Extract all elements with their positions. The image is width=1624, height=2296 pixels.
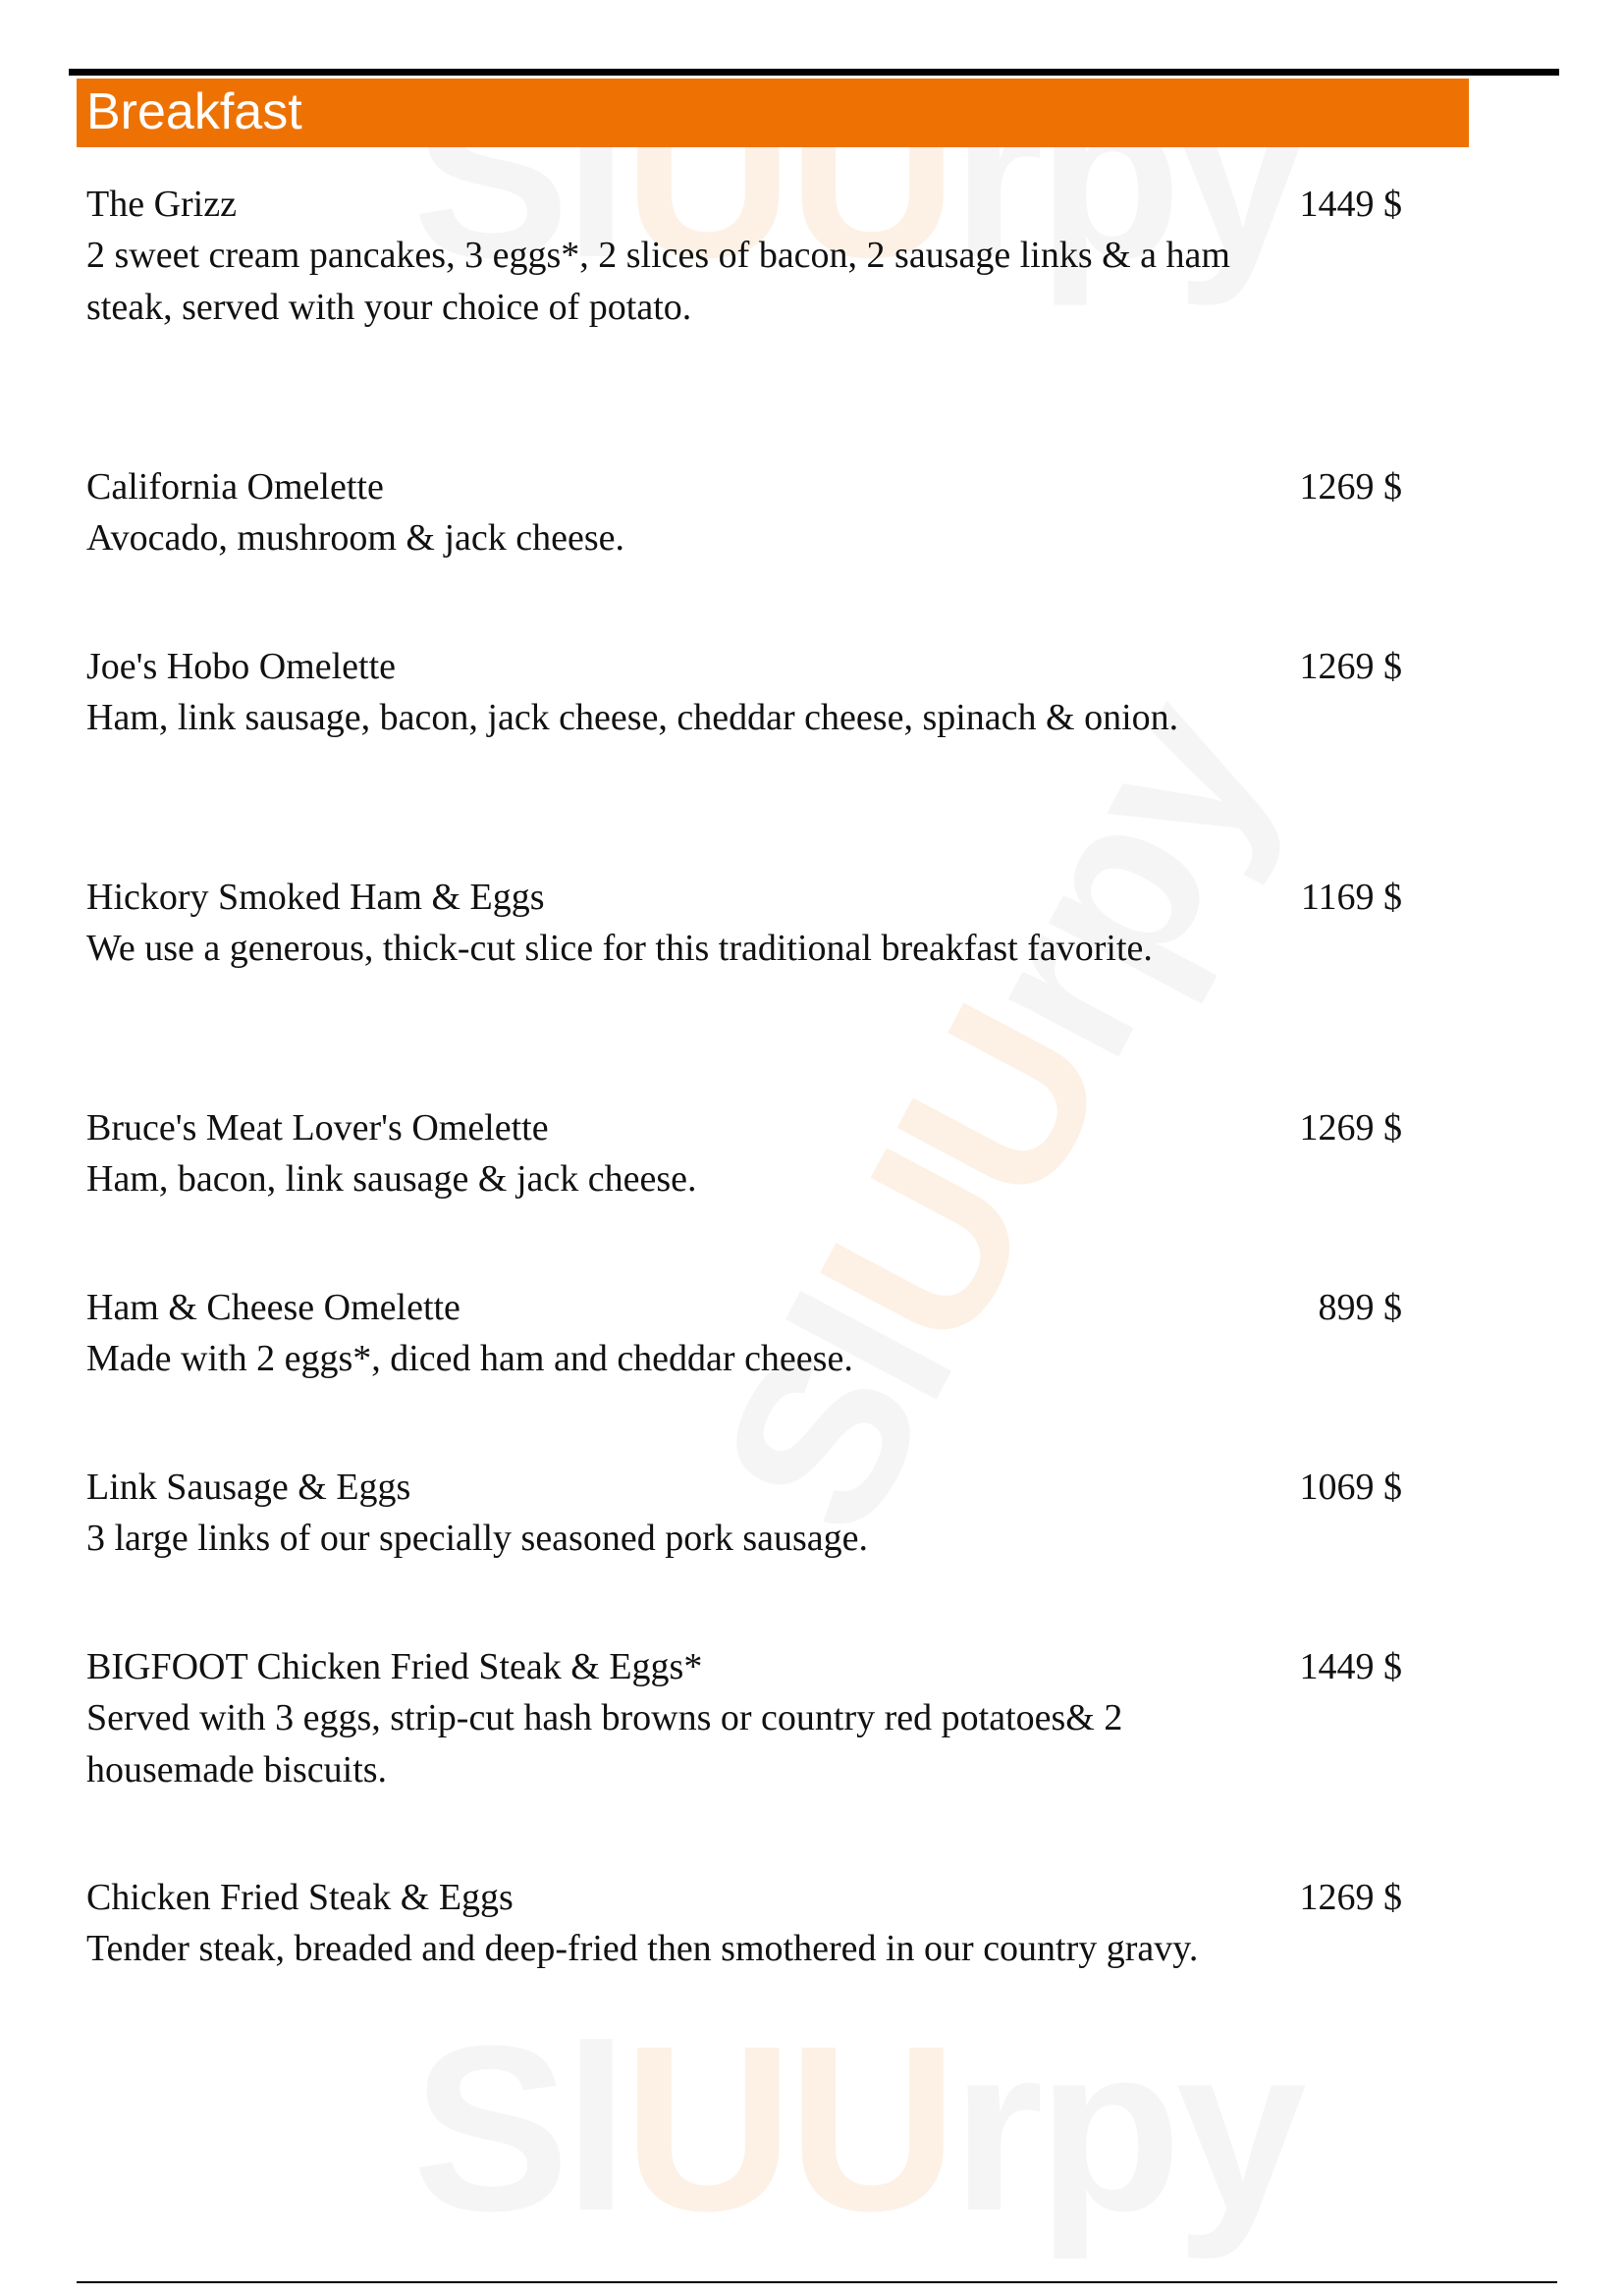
- section-title: Breakfast: [86, 83, 302, 140]
- menu-item: [86, 1282, 1402, 1385]
- item-description: We use a generous, thick-cut slice for this traditional breakfast favorite.: [86, 928, 1153, 969]
- watermark-text-u: UU: [623, 43, 952, 306]
- top-rule: [69, 69, 1559, 76]
- menu-item: [86, 1102, 1402, 1205]
- item-price: 899 $: [1318, 1287, 1402, 1328]
- item-name: Link Sausage & Eggs: [86, 1467, 411, 1508]
- section-header: [77, 79, 1469, 147]
- menu-item: [86, 1641, 1402, 1796]
- watermark-text-u: UU: [623, 1997, 952, 2260]
- watermark-text-b: rpy: [922, 663, 1320, 1095]
- watermark-text-a: Sl: [412, 1997, 623, 2260]
- item-name: Joe's Hobo Omelette: [86, 646, 397, 687]
- watermark-text-b: rpy: [951, 43, 1301, 306]
- item-price: 1449 $: [1299, 1646, 1402, 1687]
- item-description: Avocado, mushroom & jack cheese.: [86, 517, 625, 559]
- watermark-text-a: Sl: [669, 1260, 1001, 1572]
- watermark-text-a: Sl: [412, 43, 623, 306]
- bottom-rule: [77, 2281, 1557, 2283]
- item-name: Bruce's Meat Lover's Omelette: [86, 1107, 549, 1148]
- item-price: 1169 $: [1300, 877, 1402, 918]
- menu-item: [86, 461, 1402, 564]
- item-price: 1269 $: [1299, 646, 1402, 687]
- item-price: 1069 $: [1299, 1467, 1402, 1508]
- item-price: 1269 $: [1299, 1877, 1402, 1918]
- item-price: 1449 $: [1299, 184, 1402, 225]
- item-description: Ham, link sausage, bacon, jack cheese, cheddar cheese, spinach & onion.: [86, 697, 1179, 738]
- item-price: 1269 $: [1299, 466, 1402, 507]
- menu-item: [86, 179, 1402, 334]
- menu-item: [86, 641, 1402, 744]
- watermark-text-u: UU: [768, 971, 1156, 1385]
- item-description: Served with 3 eggs, strip-cut hash browns or country red potatoes& 2 housemade biscuits.: [86, 1697, 1123, 1790]
- item-name: Hickory Smoked Ham & Eggs: [86, 877, 545, 918]
- item-name: California Omelette: [86, 466, 384, 507]
- item-name: The Grizz: [86, 184, 237, 225]
- item-name: Ham & Cheese Omelette: [86, 1287, 460, 1328]
- item-description: Made with 2 eggs*, diced ham and cheddar cheese.: [86, 1338, 853, 1379]
- item-price: 1269 $: [1299, 1107, 1402, 1148]
- item-name: BIGFOOT Chicken Fried Steak & Eggs*: [86, 1646, 703, 1687]
- watermark-text-b: rpy: [951, 1997, 1301, 2260]
- menu-item: [86, 1872, 1402, 1975]
- menu-item: [86, 1462, 1402, 1565]
- item-description: Tender steak, breaded and deep-fried then smothered in our country gravy.: [86, 1928, 1199, 1969]
- menu-item: [86, 872, 1402, 975]
- item-name: Chicken Fried Steak & Eggs: [86, 1877, 514, 1918]
- item-description: 3 large links of our specially seasoned pork sausage.: [86, 1518, 869, 1559]
- watermark-logo: [412, 1993, 1301, 2264]
- item-description: Ham, bacon, link sausage & jack cheese.: [86, 1158, 697, 1200]
- item-description: 2 sweet cream pancakes, 3 eggs*, 2 slices of bacon, 2 sausage links & a ham steak, served with your choice of potato.: [86, 235, 1230, 328]
